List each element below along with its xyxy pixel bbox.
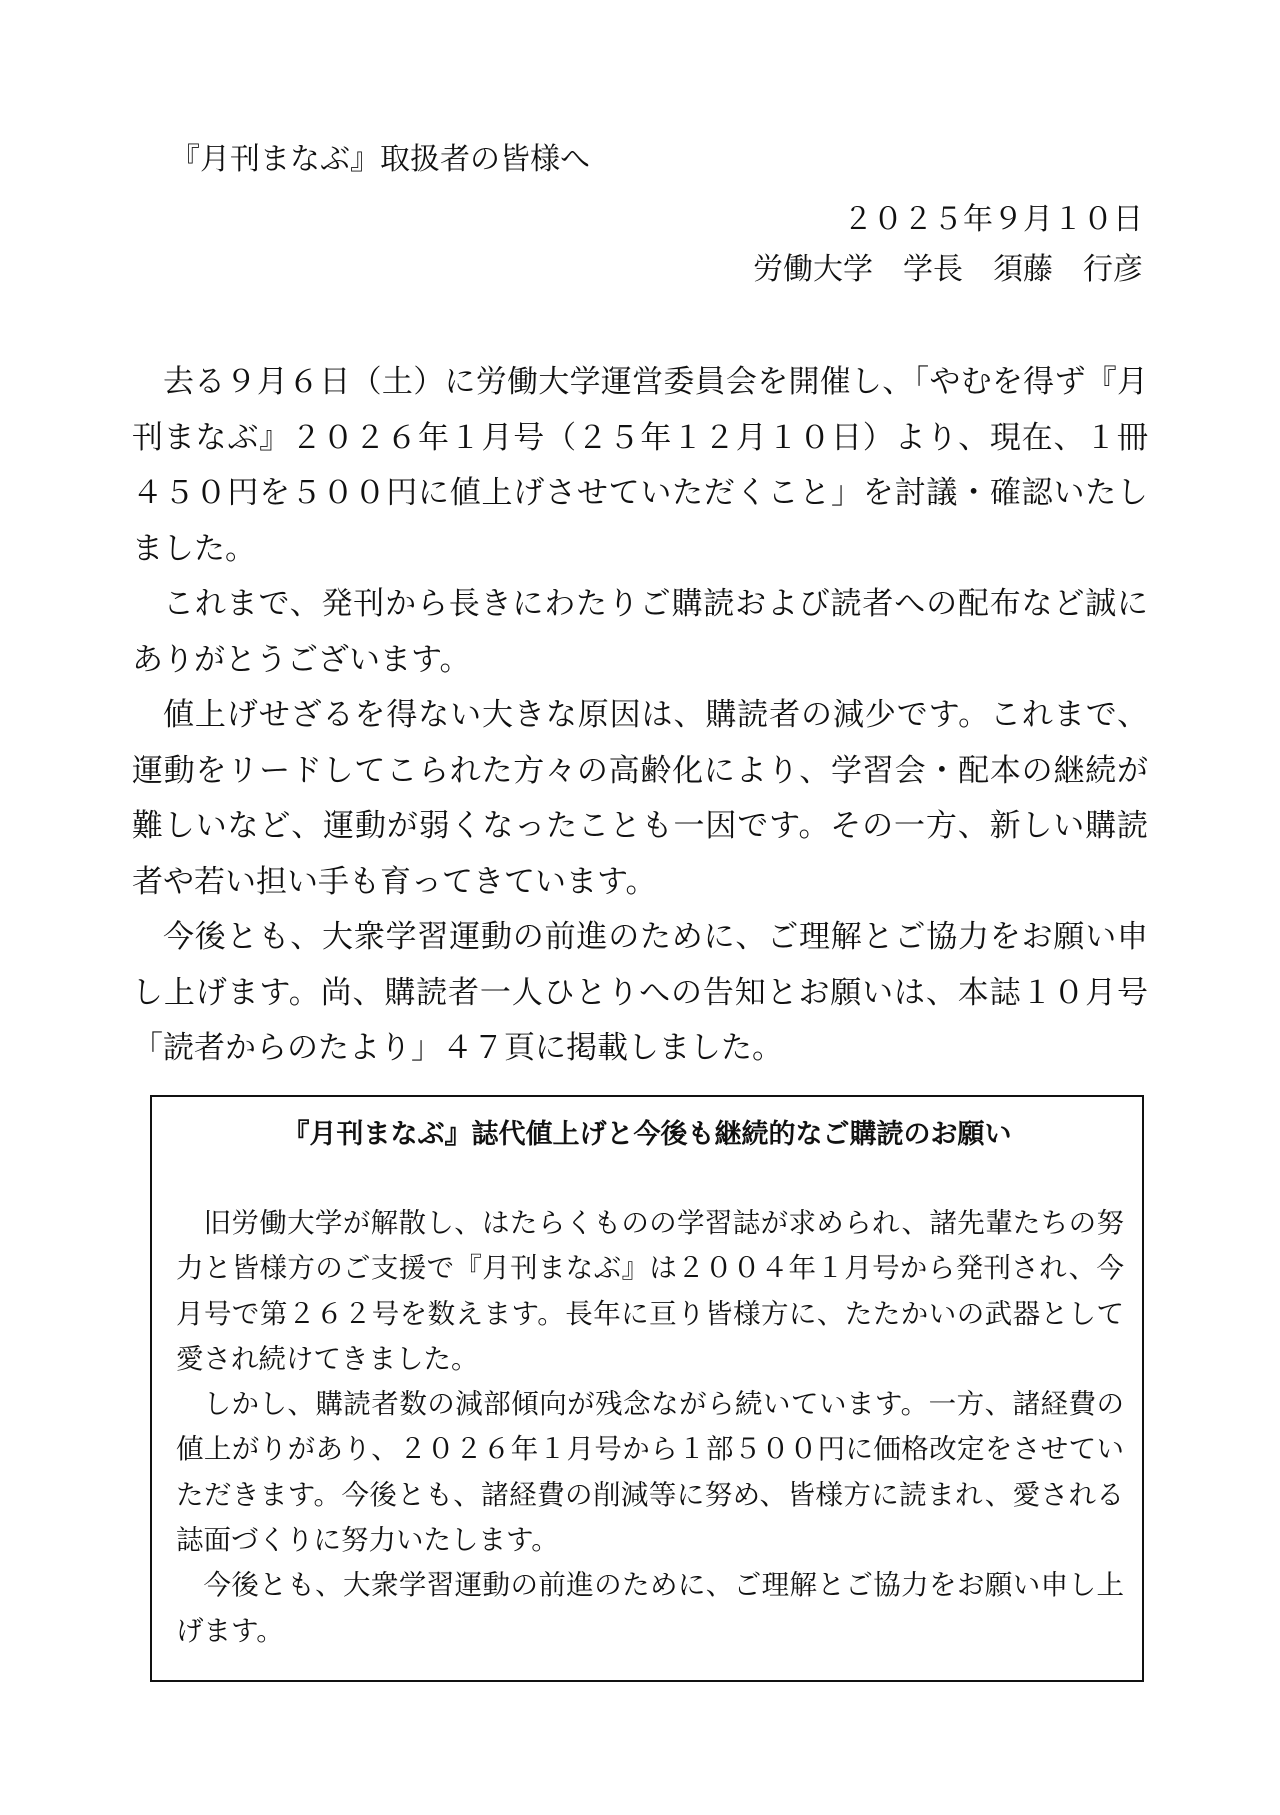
- letter-paragraph: 値上げせざるを得ない大きな原因は、購読者の減少です。これまで、運動をリードしてこられた方々の高齢化により、学習会・配本の継続が難しいなど、運動が弱くなったことも一因です。その一方、新しい購読者や若い担い手も育ってきています。: [132, 697, 1148, 900]
- notice-paragraph: 旧労働大学が解散し、はたらくものの学習誌が求められ、諸先輩たちの努力と皆様方のご支援で『月刊まなぶ』は２００４年１月号から発刊され、今月号で第２６２号を数えます。長年に亘り皆様方に、たたかいの武器として愛され続けてきました。: [176, 1207, 1124, 1375]
- letter-paragraph: 今後とも、大衆学習運動の前進のために、ご理解とご協力をお願い申し上げます。尚、購読者一人ひとりへの告知とお願いは、本誌１０月号「読者からのたより」４７頁に掲載しました。: [132, 919, 1148, 1066]
- notice-title: 『月刊まなぶ』誌代値上げと今後も継続的なご購読のお願い: [282, 1119, 1012, 1150]
- letter-paragraph: 去る９月６日（土）に労働大学運営委員会を開催し、「やむを得ず『月刊まなぶ』２０２６年１月号（２５年１２月１０日）より、現在、１冊４５０円を５００円に値上げさせていただくこと」を討議・確認いたしました。: [132, 364, 1148, 567]
- letter-date: ２０２５年９月１０日: [843, 202, 1143, 237]
- letter-paragraph: これまで、発刊から長きにわたりご購読および読者への配布など誠にありがとうございます。: [132, 586, 1148, 678]
- letter-sender: 労働大学 学長 須藤 行彦: [753, 252, 1143, 287]
- notice-paragraph: 今後とも、大衆学習運動の前進のために、ご理解とご協力をお願い申し上げます。: [176, 1569, 1124, 1647]
- notice-box: [150, 1095, 1144, 1682]
- letter-addressee: 『月刊まなぶ』取扱者の皆様へ: [170, 142, 590, 177]
- notice-body: [176, 1201, 1124, 1654]
- notice-paragraph: しかし、購読者数の減部傾向が残念ながら続いています。一方、諸経費の値上がりがあり、２０２６年１月号から１部５００円に価格改定をさせていただきます。今後とも、諸経費の削減等に努め、皆様方に読まれ、愛される誌面づくりに努力いたします。: [176, 1388, 1124, 1557]
- letter-body: [132, 355, 1148, 1077]
